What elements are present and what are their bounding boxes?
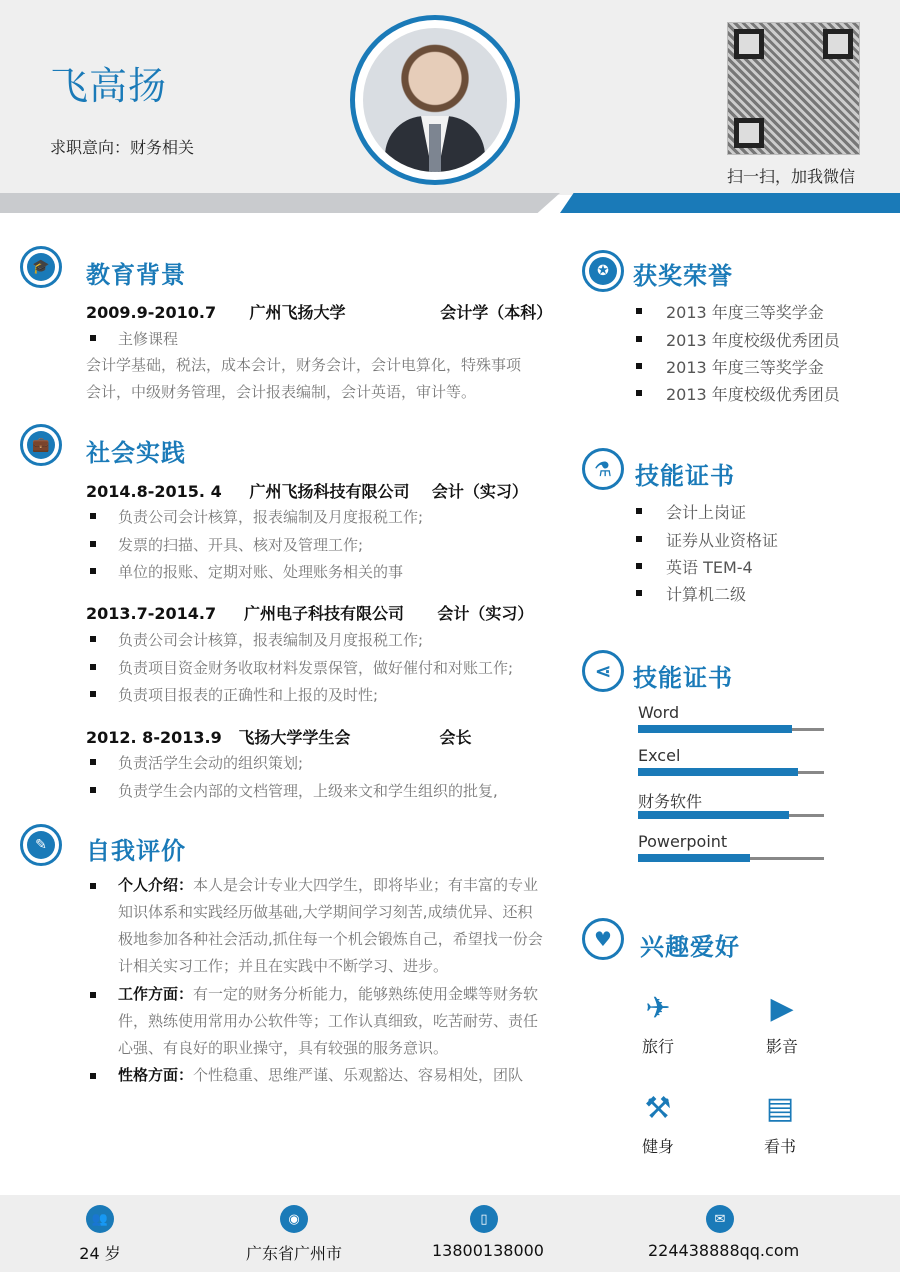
skill-label: 财务软件 bbox=[638, 792, 703, 811]
hobbies-title: 兴趣爱好 bbox=[640, 933, 740, 961]
award-item: 2013 年度三等奖学金 bbox=[636, 300, 824, 323]
skills-title: 技能证书 bbox=[633, 664, 733, 692]
profile-photo-frame bbox=[350, 15, 520, 185]
education-school: 广州飞扬大学 bbox=[249, 303, 346, 322]
film-icon: ▶ bbox=[770, 990, 794, 1026]
award-item: 2013 年度校级优秀团员 bbox=[636, 328, 840, 351]
airplane-icon: ✈ bbox=[645, 990, 671, 1026]
skill-bar-fill bbox=[638, 854, 750, 862]
job-item: 负责活学生会动的组织策划; bbox=[90, 752, 303, 773]
job-head: 2012. 8-2013.9 飞扬大学学生会 会长 bbox=[86, 728, 472, 747]
skill-bar-track bbox=[638, 728, 824, 731]
awards-title: 获奖荣誉 bbox=[633, 262, 733, 290]
course-label: 主修课程 bbox=[90, 328, 178, 349]
briefcase-icon: 💼 bbox=[20, 424, 62, 466]
hobby-travel: ✈ 旅行 bbox=[628, 990, 688, 1057]
education-major: 会计学（本科） bbox=[440, 303, 553, 322]
skill-bar-fill bbox=[638, 811, 789, 819]
footer-age: 👥 24 岁 bbox=[78, 1205, 122, 1264]
skill-bar-track bbox=[638, 771, 824, 774]
share-icon: ⋖ bbox=[582, 650, 624, 692]
job-item: 负责公司会计核算，报表编制及月度报税工作; bbox=[90, 506, 423, 527]
cert-item: 会计上岗证 bbox=[636, 500, 746, 523]
cert-item: 计算机二级 bbox=[636, 582, 746, 605]
award-item: 2013 年度校级优秀团员 bbox=[636, 382, 840, 405]
practice-title: 社会实践 bbox=[86, 439, 186, 467]
self-eval-title: 自我评价 bbox=[86, 837, 186, 865]
skill-label: Powerpoint bbox=[638, 832, 728, 851]
header-divider-blue bbox=[560, 193, 900, 213]
cert-item: 证券从业资格证 bbox=[636, 528, 778, 551]
job-item: 发票的扫描、开具、核对及管理工作; bbox=[90, 534, 363, 555]
job-intent: 求职意向：财务相关 bbox=[50, 138, 195, 157]
course-list: 会计学基础，税法，成本会计，财务会计，会计电算化，特殊事项 会计，中级财务管理，会计报表编制，会计英语，审计等。 bbox=[86, 356, 522, 401]
skill-label: Excel bbox=[638, 746, 681, 765]
header-divider-gray bbox=[0, 193, 560, 213]
applicant-name: 飞高扬 bbox=[50, 64, 168, 108]
pencil-note-icon: ✎ bbox=[20, 824, 62, 866]
dumbbell-icon: ⚒ bbox=[644, 1090, 672, 1126]
self-eval-item: 个人介绍：本人是会计专业大四学生，即将毕业；有丰富的专业知识体系和实践经历做基础,大学期间学习刻苦,成绩优异、还积极地参加各种社会活动,抓住每一个机会锻炼自己，希望找一份会计相关实习工作；并且在实践中不断学习、进步。 bbox=[90, 872, 545, 980]
job-item: 负责公司会计核算，报表编制及月度报税工作; bbox=[90, 629, 423, 650]
hobby-reading: ▤ 看书 bbox=[750, 1090, 810, 1157]
award-medal-icon: ✪ bbox=[582, 250, 624, 292]
certs-title: 技能证书 bbox=[635, 462, 735, 490]
person-icon: 👥 bbox=[86, 1205, 114, 1233]
award-item: 2013 年度三等奖学金 bbox=[636, 355, 824, 378]
footer-email[interactable]: ✉ 224438888qq.com bbox=[648, 1205, 792, 1260]
email-icon: ✉ bbox=[706, 1205, 734, 1233]
education-period: 2009.9-2010.7 bbox=[86, 303, 217, 322]
job-head: 2013.7-2014.7 广州电子科技有限公司 会计（实习） bbox=[86, 604, 534, 623]
skill-bar-fill bbox=[638, 768, 798, 776]
profile-photo bbox=[363, 28, 507, 172]
education-entry bbox=[86, 300, 552, 323]
skill-bar-fill bbox=[638, 725, 792, 733]
hobby-media: ▶ 影音 bbox=[752, 990, 812, 1057]
job-item: 负责项目报表的正确性和上报的及时性; bbox=[90, 684, 378, 705]
education-title: 教育背景 bbox=[86, 261, 186, 289]
self-eval-item: 性格方面：个性稳重、思维严谨、乐观豁达、容易相处，团队 bbox=[90, 1062, 545, 1089]
skill-bar-track bbox=[638, 814, 824, 817]
phone-icon: ▯ bbox=[470, 1205, 498, 1233]
job-head: 2014.8-2015. 4 广州飞扬科技有限公司 会计（实习） bbox=[86, 482, 528, 501]
skill-bar-track bbox=[638, 857, 824, 860]
skill-label: Word bbox=[638, 703, 680, 722]
flask-icon: ⚗ bbox=[582, 448, 624, 490]
graduation-cap-icon: 🎓 bbox=[20, 246, 62, 288]
footer-phone[interactable]: ▯ 13800138000 bbox=[432, 1205, 536, 1260]
cert-item: 英语 TEM-4 bbox=[636, 555, 753, 578]
footer-location: ◉ 广东省广州市 bbox=[244, 1205, 344, 1264]
heart-icon: ♥ bbox=[582, 918, 624, 960]
job-item: 负责项目资金财务收取材料发票保管，做好催付和对账工作; bbox=[90, 657, 513, 678]
qr-caption: 扫一扫，加我微信 bbox=[727, 167, 856, 186]
job-item: 单位的报账、定期对账、处理账务相关的事 bbox=[90, 561, 403, 582]
self-eval-item: 工作方面：有一定的财务分析能力，能够熟练使用金蝶等财务软件，熟练使用常用办公软件等；工作认真细致，吃苦耐劳、责任心强、有良好的职业操守，具有较强的服务意识。 bbox=[90, 981, 545, 1062]
book-icon: ▤ bbox=[765, 1090, 795, 1126]
job-item: 负责学生会内部的文档管理，上级来文和学生组织的批复, bbox=[90, 780, 498, 801]
hobby-fitness: ⚒ 健身 bbox=[628, 1090, 688, 1157]
wechat-qr-code[interactable] bbox=[727, 22, 860, 155]
location-pin-icon: ◉ bbox=[280, 1205, 308, 1233]
